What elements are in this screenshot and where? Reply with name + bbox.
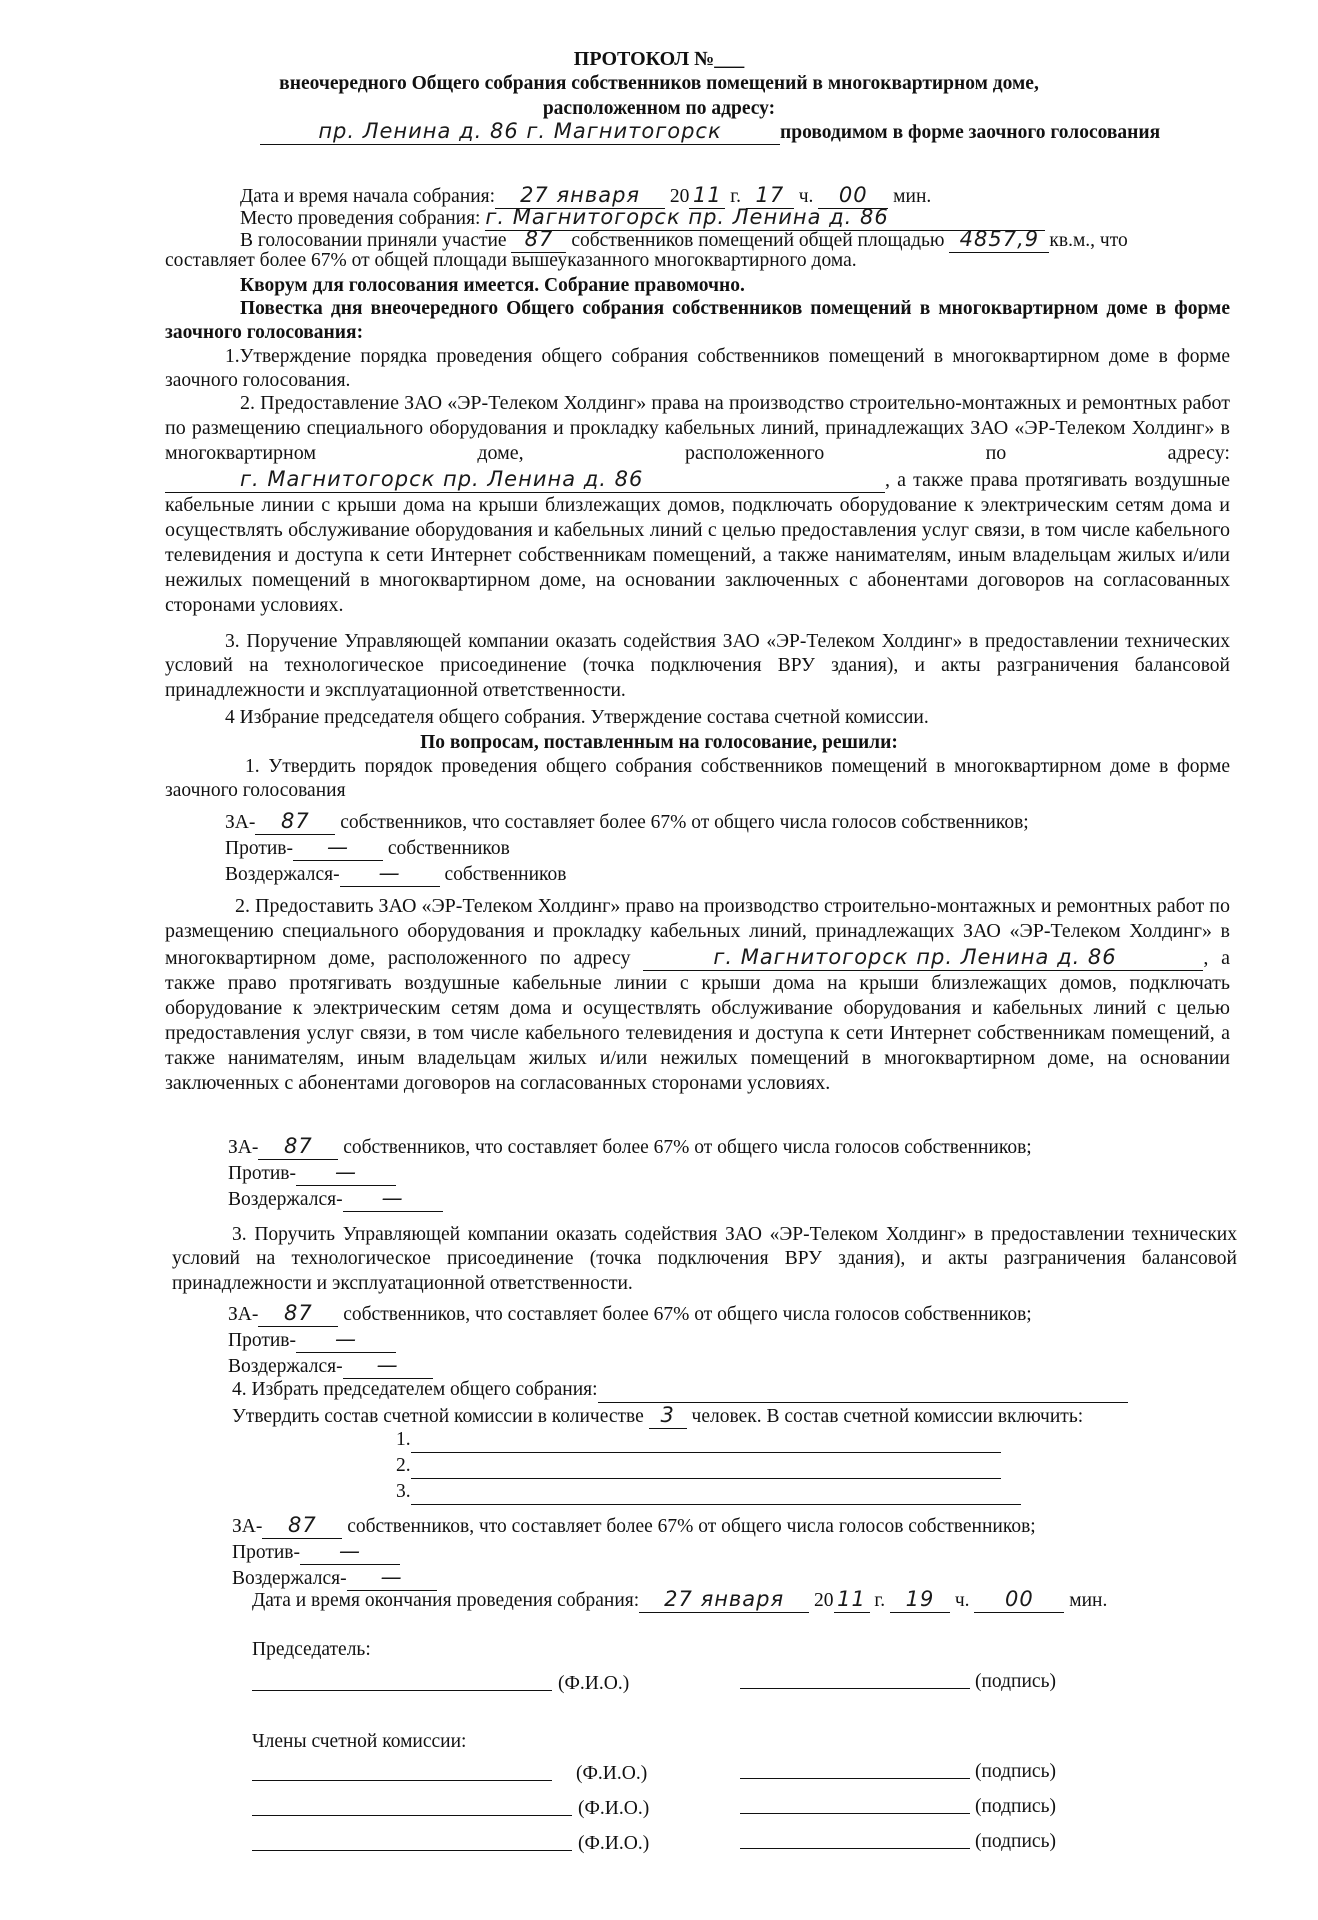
- place-label: Место проведения собрания:: [240, 208, 481, 229]
- voting-suffix: составляет более 67% от общей площади вышеуказанного многоквартирного дома.: [165, 250, 857, 271]
- member-number: 1.: [396, 1429, 411, 1450]
- vote-3-vozd: [228, 1352, 433, 1379]
- commission-line: [232, 1402, 1083, 1429]
- min-label: мин.: [893, 186, 932, 207]
- agenda-item-2-address: г. Магнитогорск пр. Ленина д. 86: [165, 466, 885, 493]
- protiv-label: Против-: [228, 1330, 296, 1351]
- decision-3: 3. Поручить Управляющей компании оказать содействия ЗАО «ЭР-Телеком Холдинг» в предоставлении технических условий на технологическое присоединение (точка подключения ВРУ здания), и акты разграничения балансовой принадлежности и эксплуатационной ответственности.: [172, 1224, 1237, 1294]
- agenda-item-3: 3. Поручение Управляющей компании оказать содействия ЗАО «ЭР-Телеком Холдинг» в предоставлении технических условий на технологическое присоединение (точка подключения ВРУ здания), и акты разграничения балансовой принадлежности и эксплуатационной ответственности.: [165, 631, 1230, 701]
- commission-member-2: [396, 1454, 1001, 1479]
- protiv-value: —: [293, 834, 383, 861]
- vozd-label: Воздержался-: [228, 1189, 343, 1210]
- vote-1-vozd: [225, 860, 566, 887]
- start-label: Дата и время начала собрания:: [240, 186, 496, 207]
- vote-3-protiv: [228, 1326, 396, 1353]
- protocol-subtitle: внеочередного Общего собрания собственников помещений в многоквартирном доме,: [279, 73, 1039, 94]
- protiv-suffix: собственников: [387, 838, 510, 859]
- member-signature-line: [740, 1848, 970, 1849]
- h-label: ч.: [798, 186, 814, 207]
- vozd-label: Воздержался-: [225, 864, 340, 885]
- za-value: 87: [255, 808, 335, 835]
- protiv-label: Против-: [228, 1163, 296, 1184]
- za-suffix: собственников, что составляет более 67% от общего числа голосов собственников;: [347, 1516, 1036, 1537]
- member-signature-label: (подпись): [975, 1796, 1056, 1817]
- start-year-prefix: 20: [669, 186, 690, 207]
- member-fio-line: [252, 1815, 572, 1816]
- chair-signature-label: (подпись): [975, 1671, 1056, 1692]
- za-value: 87: [258, 1133, 338, 1160]
- member-number: 2.: [396, 1455, 411, 1476]
- za-label: ЗА-: [225, 812, 256, 833]
- member-fio-line: [252, 1780, 552, 1781]
- quorum: Кворум для голосования имеется. Собрание правомочно.: [240, 275, 745, 296]
- vote-4-protiv: [232, 1538, 400, 1565]
- member-signature-line: [740, 1778, 970, 1779]
- za-suffix: собственников, что составляет более 67% от общего числа голосов собственников;: [340, 812, 1029, 833]
- member-number: 3.: [396, 1481, 411, 1502]
- vozd-suffix: собственников: [444, 864, 567, 885]
- decision-2-rest: , а также право протягивать воздушные кабельные линии с крыши дома на крыши близлежащих домов, подключать оборудование к электрическим сетям дома и осуществлять обслуживание оборудования и кабельных линий с целью предоставления услуг связи, в том числе кабельного телевидения и доступа к сети Интернет собственникам помещений, а также нанимателям, иным владельцам жилых и/или нежилых помещений в многоквартирном доме, на основании заключенных с абонентами договоров на согласованных сторонами условиях.: [165, 947, 1230, 1095]
- min-label: мин.: [1069, 1590, 1108, 1611]
- decision-2: [165, 894, 1230, 1096]
- end-hour: 19: [890, 1586, 950, 1613]
- voting-prefix: В голосовании приняли участие: [240, 230, 507, 251]
- agenda-item-1: 1.Утверждение порядка проведения общего собрания собственников помещений в многоквартирном доме в форме заочного голосования.: [165, 346, 1230, 392]
- voting-count: 87: [511, 226, 566, 253]
- vozd-value: —: [343, 1352, 433, 1379]
- protocol-title: ПРОТОКОЛ №___: [573, 48, 745, 70]
- agenda-item-2: [165, 391, 1230, 618]
- voting-unit: кв.м., что: [1049, 230, 1128, 251]
- commission-member-1: [396, 1428, 1001, 1453]
- decision-4: [232, 1378, 1128, 1403]
- chair-label: Председатель:: [252, 1639, 371, 1660]
- end-day-month: 27 января: [639, 1586, 809, 1613]
- member-signature-line: [740, 1813, 970, 1814]
- za-label: ЗА-: [228, 1304, 259, 1325]
- za-suffix: собственников, что составляет более 67% от общего числа голосов собственников;: [343, 1304, 1032, 1325]
- commission-count: 3: [649, 1402, 687, 1429]
- h-label: ч.: [954, 1590, 970, 1611]
- protiv-label: Против-: [232, 1542, 300, 1563]
- end-minute: 00: [974, 1586, 1064, 1613]
- decision-4-label: 4. Избрать председателем общего собрания:: [232, 1379, 598, 1400]
- vote-1-za: [225, 808, 1029, 835]
- chair-fio-label: (Ф.И.О.): [558, 1673, 630, 1694]
- commission-members-label: Члены счетной комиссии:: [252, 1731, 467, 1752]
- chair-signature-line: [740, 1688, 970, 1689]
- protiv-value: —: [296, 1326, 396, 1353]
- za-value: 87: [262, 1512, 342, 1539]
- address-line: [260, 118, 1160, 145]
- agenda-title: Повестка дня внеочередного Общего собрания собственников помещений в многоквартирном доме в форме заочного голосования:: [165, 298, 1230, 344]
- g-label: г.: [730, 186, 741, 207]
- end-label: Дата и время окончания проведения собрания:: [252, 1590, 640, 1611]
- protiv-label: Против-: [225, 838, 293, 859]
- protiv-value: —: [300, 1538, 400, 1565]
- start-hour: 17: [746, 182, 794, 209]
- protocol-subtitle-address: расположенном по адресу:: [542, 98, 776, 119]
- chair-fio-line: [252, 1690, 552, 1691]
- decision-1: 1. Утвердить порядок проведения общего собрания собственников помещений в многоквартирном доме в форме заочного голосования: [165, 756, 1230, 802]
- vote-2-protiv: [228, 1159, 396, 1186]
- vozd-value: —: [340, 860, 440, 887]
- member-fio-line: [252, 1850, 572, 1851]
- protiv-value: —: [296, 1159, 396, 1186]
- voting-area: 4857,9: [949, 226, 1049, 253]
- decision-2-text: 2. Предоставить ЗАО «ЭР-Телеком Холдинг» право на производство строительно-монтажных и ремонтных работ по размещению специального оборудования и прокладку кабельных линий, принадлежащих ЗАО «ЭР-Телеком Холдинг» в многоквартирном доме, расположенного по адресу: [165, 895, 1230, 969]
- vozd-label: Воздержался-: [228, 1356, 343, 1377]
- vozd-label: Воздержался-: [232, 1568, 347, 1589]
- place-handwritten: г. Магнитогорск пр. Ленина д. 86: [485, 204, 1045, 231]
- commission-member-3: [396, 1480, 1021, 1505]
- agenda-item-2-text: 2. Предоставление ЗАО «ЭР-Телеком Холдинг» права на производство строительно-монтажных и ремонтных работ по размещению специального оборудования и прокладку кабельных линий, принадлежащих ЗАО «ЭР-Телеком Холдинг» в многоквартирном доме, расположенного по адресу:: [165, 392, 1230, 464]
- decisions-title: По вопросам, поставленным на голосование, решили:: [420, 732, 898, 753]
- vozd-value: —: [347, 1564, 437, 1591]
- g-label: г.: [874, 1590, 886, 1611]
- member-fio-label: (Ф.И.О.): [576, 1763, 648, 1784]
- start-year: 11: [689, 182, 725, 209]
- end-year: 11: [834, 1586, 870, 1613]
- member-signature-label: (подпись): [975, 1831, 1056, 1852]
- member-fio-label: (Ф.И.О.): [578, 1833, 650, 1854]
- vozd-value: —: [343, 1185, 443, 1212]
- end-year-prefix: 20: [814, 1590, 834, 1611]
- voting-mid: собственников помещений общей площадью: [571, 230, 945, 251]
- address-suffix: проводимом в форме заочного голосования: [780, 122, 1161, 143]
- za-suffix: собственников, что составляет более 67% от общего числа голосов собственников;: [343, 1137, 1032, 1158]
- vote-3-za: [228, 1300, 1032, 1327]
- za-label: ЗА-: [228, 1137, 259, 1158]
- start-minute: 00: [818, 182, 888, 209]
- agenda-item-2-rest: , а также права протягивать воздушные кабельные линии с крыши дома на крыши близлежащих домов, подключать оборудование к электрическим сетям дома и осуществлять обслуживание оборудования и кабельных линий с целью предоставления услуг связи, в том числе кабельного телевидения и доступа к сети Интернет собственникам помещений, а также нанимателям, иным владельцам жилых и/или нежилых помещений в многоквартирном доме, на основании заключенных с абонентами договоров на согласованных сторонами условиях.: [165, 469, 1230, 617]
- commission-prefix: Утвердить состав счетной комиссии в количестве: [232, 1406, 644, 1427]
- commission-suffix: человек. В состав счетной комиссии включить:: [691, 1406, 1084, 1427]
- za-label: ЗА-: [232, 1516, 263, 1537]
- agenda-item-4: 4 Избрание председателя общего собрания. Утверждение состава счетной комиссии.: [225, 707, 929, 728]
- member-fio-label: (Ф.И.О.): [578, 1798, 650, 1819]
- end-datetime: [252, 1586, 1107, 1613]
- member-signature-label: (подпись): [975, 1761, 1056, 1782]
- vote-2-za: [228, 1133, 1032, 1160]
- start-day-month: 27 января: [495, 182, 665, 209]
- za-value: 87: [258, 1300, 338, 1327]
- decision-2-address: г. Магнитогорск пр. Ленина д. 86: [643, 944, 1203, 971]
- address-handwritten: пр. Ленина д. 86 г. Магнитогорск: [260, 118, 780, 145]
- vote-1-protiv: [225, 834, 510, 861]
- vote-2-vozd: [228, 1185, 443, 1212]
- vote-4-za: [232, 1512, 1036, 1539]
